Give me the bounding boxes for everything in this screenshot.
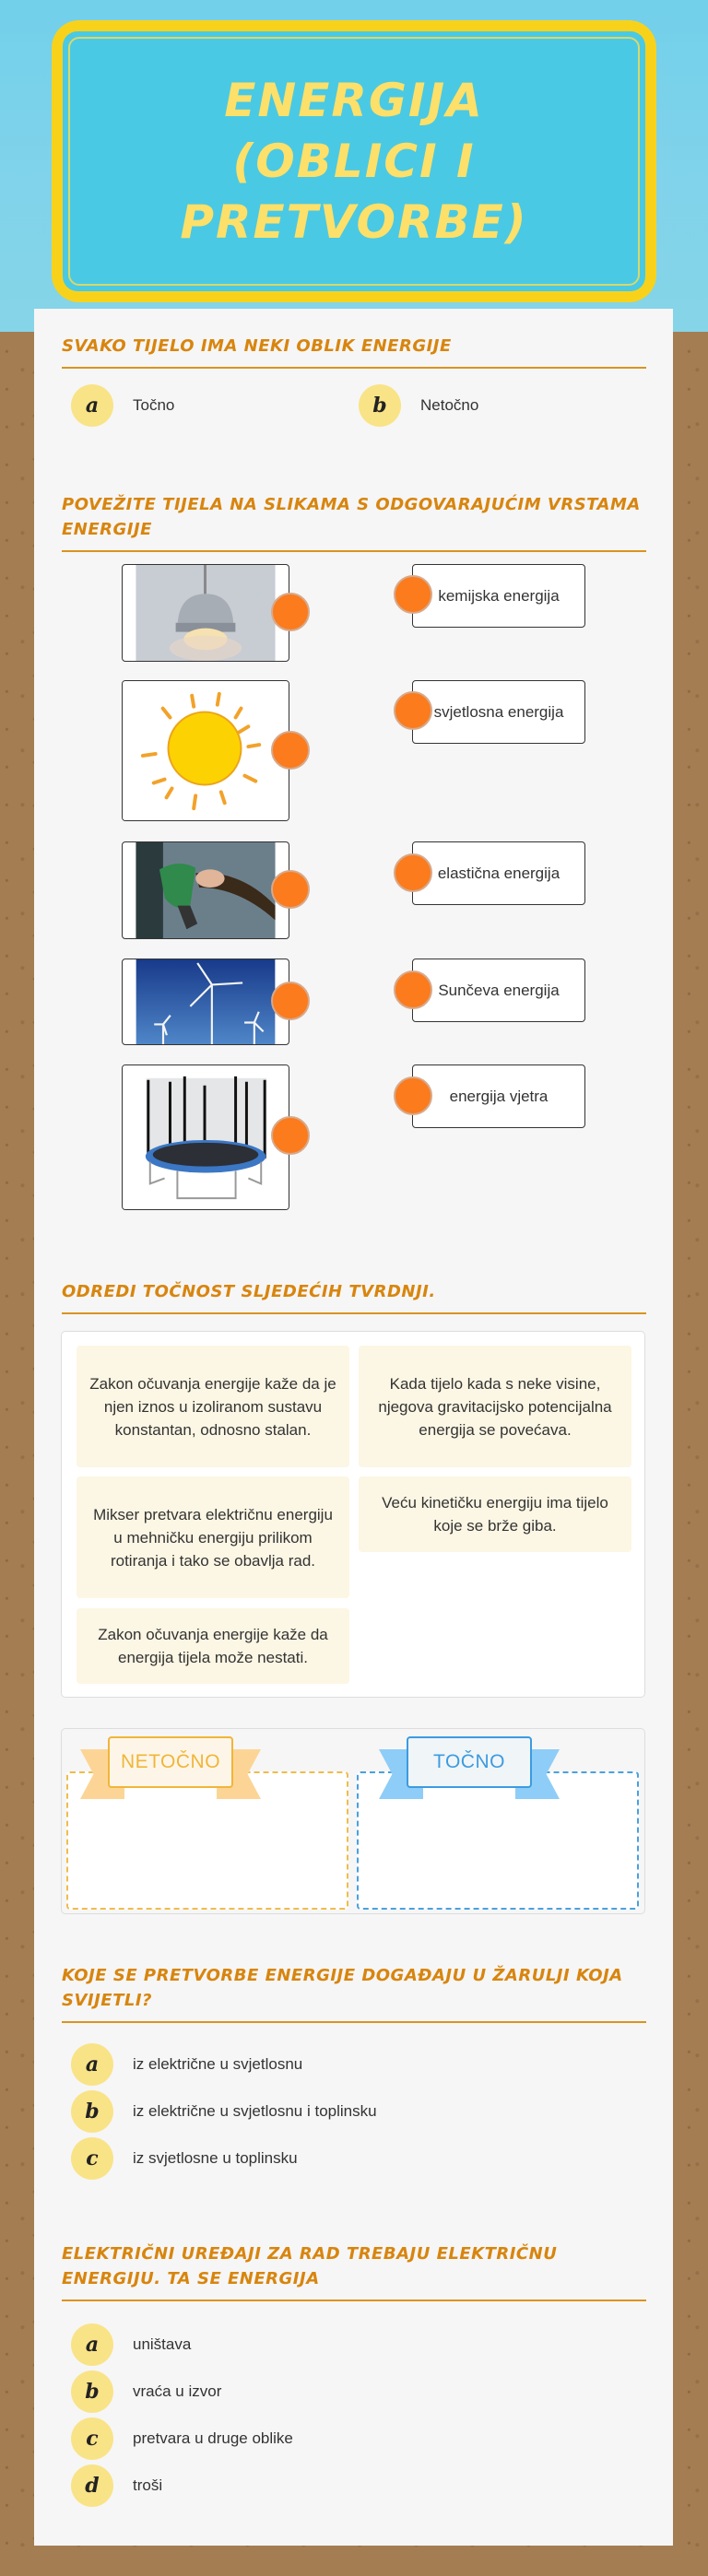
connector-dot-word-1[interactable]: [394, 575, 432, 614]
option-label: pretvara u druge oblike: [133, 2429, 293, 2447]
q5-option-d[interactable]: [71, 2464, 162, 2507]
connector-dot-image-4[interactable]: [271, 982, 310, 1020]
q5-option-c[interactable]: [71, 2417, 293, 2460]
pendant-lamp-image: [123, 565, 289, 661]
option-label: uništava: [133, 2335, 192, 2353]
trampoline-image: [123, 1065, 289, 1209]
statement-card-2[interactable]: Kada tijelo kada s neke visine, njegova gravitacijsko potencijalna energija se povećava.: [359, 1346, 631, 1467]
option-letter-badge: b: [359, 384, 401, 427]
question-4-title: KOJE SE PRETVORBE ENERGIJE DOGAĐAJU U ŽARULJI KOJA SVIJETLI?: [62, 1963, 646, 2023]
sun-drawing-image: [123, 681, 289, 820]
page-title: ENERGIJA (OBLICI I PRETVORBE): [180, 74, 528, 249]
ribbon-true: [379, 1736, 560, 1801]
option-label: iz električne u svjetlosnu i toplinsku: [133, 2102, 377, 2120]
q5-option-b[interactable]: [71, 2370, 221, 2413]
connector-dot-word-4[interactable]: [394, 970, 432, 1009]
statement-card-3[interactable]: Mikser pretvara električnu energiju u mehničku energiju prilikom rotiranja i tako se obavlja rad.: [77, 1476, 349, 1598]
q4-option-c[interactable]: [71, 2137, 298, 2180]
match-image-trampoline[interactable]: [122, 1065, 289, 1210]
q5-option-a[interactable]: [71, 2323, 191, 2366]
match-image-wind-turbines[interactable]: [122, 959, 289, 1045]
connector-dot-image-5[interactable]: [271, 1116, 310, 1155]
q4-option-a[interactable]: [71, 2043, 302, 2086]
sorting-area: [61, 1728, 645, 1914]
connector-dot-image-1[interactable]: [271, 593, 310, 631]
q1-option-a[interactable]: [71, 384, 174, 427]
option-letter-badge: b: [71, 2090, 113, 2133]
option-label: vraća u izvor: [133, 2382, 222, 2400]
option-letter-badge: a: [71, 2043, 113, 2086]
match-image-fuel-pump[interactable]: [122, 841, 289, 939]
question-1-title: SVAKO TIJELO IMA NEKI OBLIK ENERGIJE: [62, 334, 646, 369]
option-label: Točno: [133, 396, 175, 414]
statement-card-1[interactable]: Zakon očuvanja energije kaže da je njen iznos u izoliranom sustavu konstantan, odnosno stalan.: [77, 1346, 349, 1467]
quiz-card: [34, 309, 673, 2546]
match-word-3[interactable]: elastična energija: [412, 841, 585, 905]
connector-dot-word-5[interactable]: [394, 1076, 432, 1115]
ribbon-false: [80, 1736, 261, 1801]
title-panel: [63, 31, 645, 291]
option-letter-badge: c: [71, 2417, 113, 2460]
question-2-title: POVEŽITE TIJELA NA SLIKAMA S ODGOVARAJUĆIM VRSTAMA ENERGIJE: [62, 492, 646, 552]
option-letter-badge: b: [71, 2370, 113, 2413]
bin-label-false: NETOČNO: [108, 1736, 233, 1788]
option-label: troši: [133, 2476, 163, 2494]
connector-dot-word-3[interactable]: [394, 853, 432, 892]
q1-option-b[interactable]: [359, 384, 478, 427]
connector-dot-word-2[interactable]: [394, 691, 432, 730]
match-word-1[interactable]: kemijska energija: [412, 564, 585, 628]
option-letter-badge: d: [71, 2464, 113, 2507]
connector-dot-image-2[interactable]: [271, 731, 310, 770]
statements-pool: [61, 1331, 645, 1698]
option-letter-badge: c: [71, 2137, 113, 2180]
bin-label-true: TOČNO: [407, 1736, 532, 1788]
fuel-pump-nozzle-image: [123, 842, 289, 938]
question-5-title: ELEKTRIČNI UREĐAJI ZA RAD TREBAJU ELEKTRIČNU ENERGIJU. TA SE ENERGIJA: [62, 2241, 646, 2301]
connector-dot-image-3[interactable]: [271, 870, 310, 909]
wind-turbines-image: [123, 959, 289, 1044]
option-label: Netočno: [420, 396, 479, 414]
option-letter-badge: a: [71, 384, 113, 427]
match-word-4[interactable]: Sunčeva energija: [412, 959, 585, 1022]
question-3-title: ODREDI TOČNOST SLJEDEĆIH TVRDNJI.: [62, 1279, 646, 1314]
q4-option-b[interactable]: [71, 2090, 377, 2133]
option-label: iz električne u svjetlosnu: [133, 2055, 303, 2073]
option-label: iz svjetlosne u toplinsku: [133, 2149, 298, 2167]
match-image-sun[interactable]: [122, 680, 289, 821]
statement-card-4[interactable]: Veću kinetičku energiju ima tijelo koje se brže giba.: [359, 1476, 631, 1552]
statement-card-5[interactable]: Zakon očuvanja energije kaže da energija tijela može nestati.: [77, 1608, 349, 1684]
match-image-lamp[interactable]: [122, 564, 289, 662]
match-word-2[interactable]: svjetlosna energija: [412, 680, 585, 744]
match-word-5[interactable]: energija vjetra: [412, 1065, 585, 1128]
option-letter-badge: a: [71, 2323, 113, 2366]
title-banner: [52, 20, 656, 302]
